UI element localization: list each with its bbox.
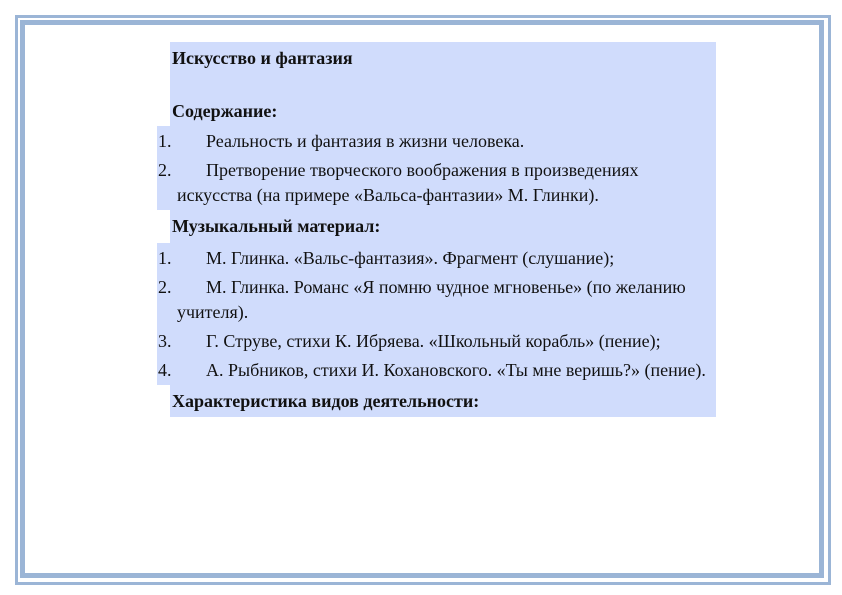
content-heading: Содержание: [172,101,278,121]
activities-heading: Характеристика видов деятельности: [170,385,716,417]
list-item-text: Претворение творческого воображения в произведениях искусства (на примере «Вальса-фантазии» М. Глинки). [177,160,639,205]
page-title: Искусство и фантазия [172,48,353,68]
list-item-number: 2. [158,277,172,297]
list-item-text: М. Глинка. «Вальс-фантазия». Фрагмент (слушание); [206,248,615,268]
list-item-number: 3. [158,331,172,351]
list-item-text: Реальность и фантазия в жизни человека. [206,131,525,151]
slide-content [157,42,716,417]
list-item [157,158,716,208]
content-list [157,126,716,210]
list-item-number: 4. [158,360,172,380]
list-item [157,358,716,383]
music-list [157,243,716,385]
list-item-text: Г. Струве, стихи К. Ибряева. «Школьный корабль» (пение); [206,331,661,351]
list-item [157,246,716,271]
title-block [170,42,716,126]
list-item [157,329,716,354]
music-heading: Музыкальный материал: [170,210,716,243]
list-item-number: 2. [158,160,172,180]
list-item-text: М. Глинка. Романс «Я помню чудное мгновенье» (по желанию учителя). [177,277,686,322]
list-item-number: 1. [158,248,172,268]
list-item [157,129,716,154]
list-item-number: 1. [158,131,172,151]
list-item-text: А. Рыбников, стихи И. Кохановского. «Ты мне веришь?» (пение). [206,360,706,380]
list-item [157,275,716,325]
